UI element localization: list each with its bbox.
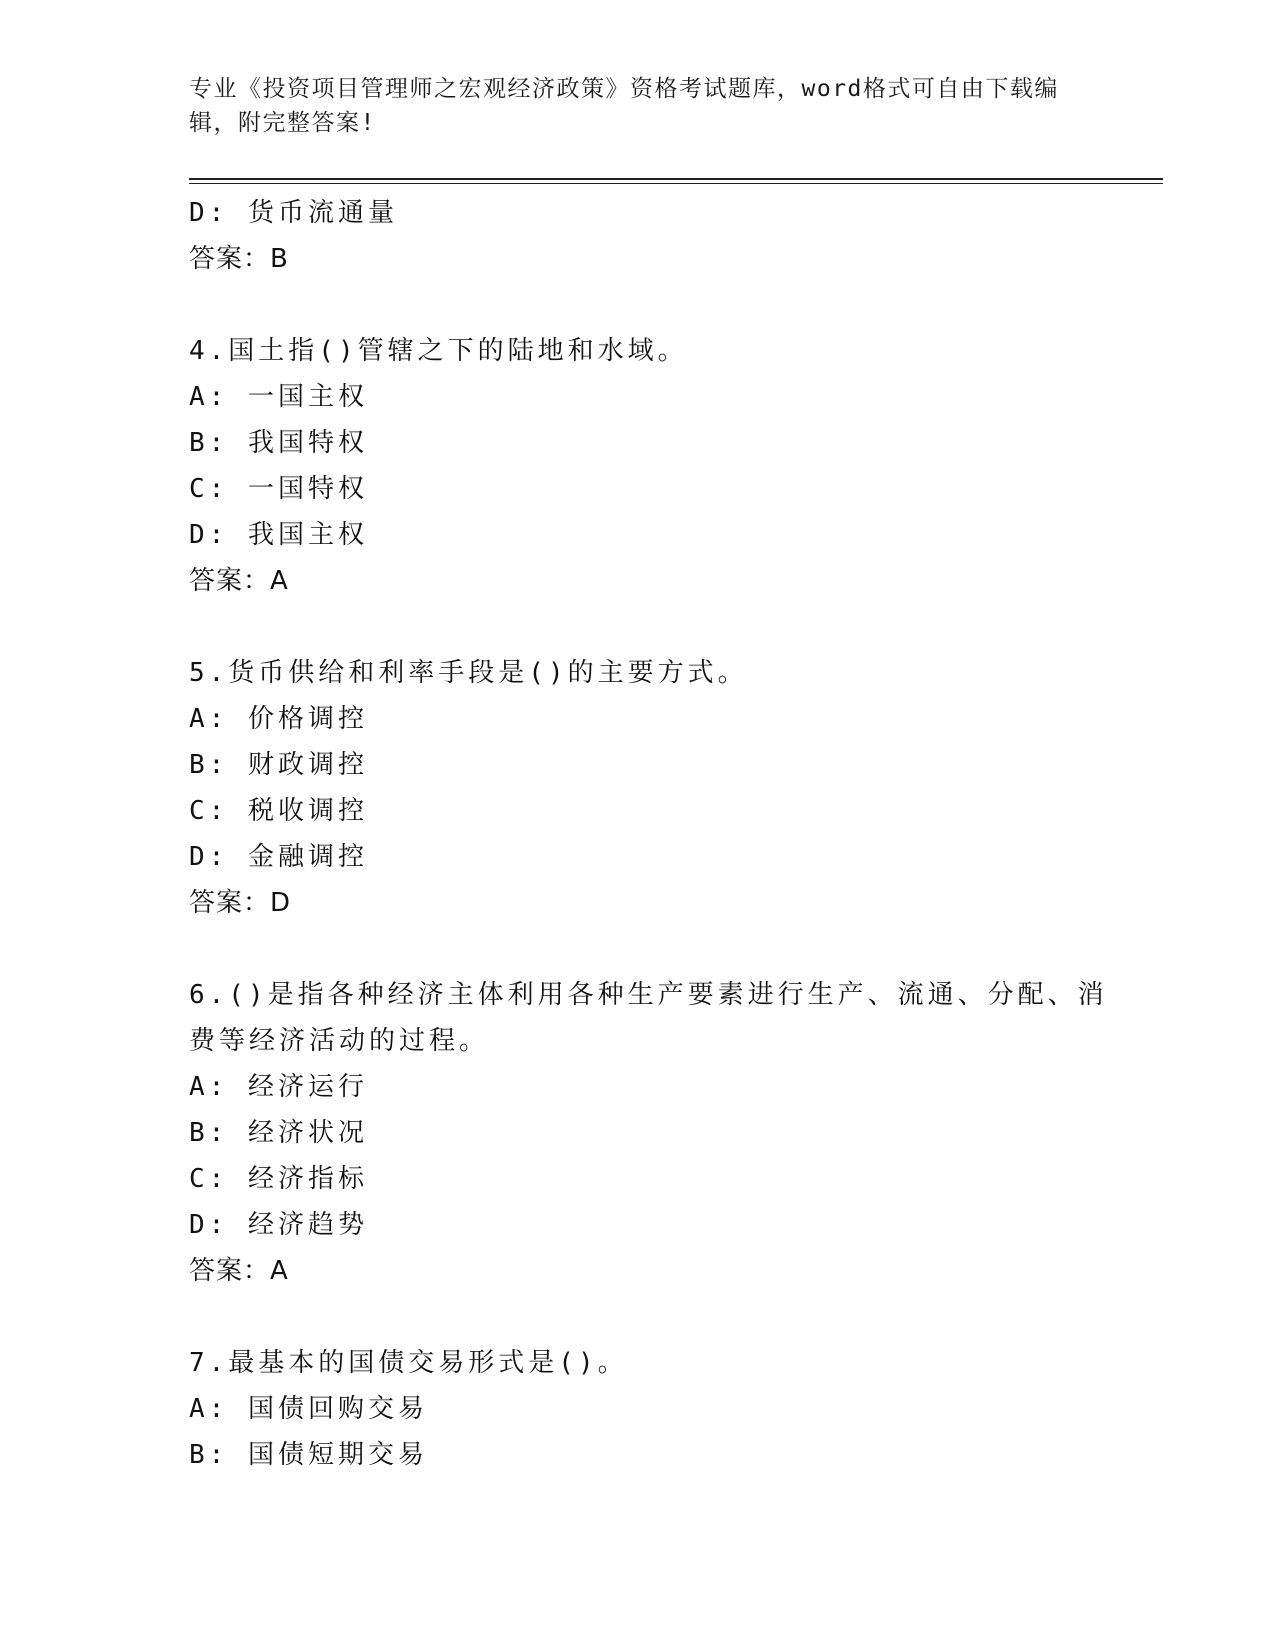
answer-line: 答案：B bbox=[189, 244, 289, 274]
question-text: 4.国土指()管辖之下的陆地和水域。 bbox=[189, 336, 688, 366]
question-7 bbox=[189, 1340, 1089, 1478]
option-d: D: 金融调控 bbox=[189, 842, 368, 872]
header-line-1: 专业《投资项目管理师之宏观经济政策》资格考试题库，word格式可自由下载编 bbox=[189, 76, 1059, 102]
question-6 bbox=[189, 972, 1108, 1294]
spacer bbox=[189, 604, 1089, 650]
header-rule-thick bbox=[189, 178, 1163, 180]
question-4 bbox=[189, 328, 1089, 604]
option-c: C: 经济指标 bbox=[189, 1164, 368, 1194]
option-a: A: 国债回购交易 bbox=[189, 1394, 428, 1424]
option-b: B: 国债短期交易 bbox=[189, 1440, 428, 1470]
answer-line: 答案：A bbox=[189, 1256, 289, 1286]
question-text-line-2: 费等经济活动的过程。 bbox=[189, 1026, 490, 1056]
question-3-carryover bbox=[189, 190, 1089, 282]
option-c: C: 税收调控 bbox=[189, 796, 368, 826]
option-a: A: 价格调控 bbox=[189, 704, 368, 734]
option-d: D: 经济趋势 bbox=[189, 1210, 368, 1240]
question-text: 7.最基本的国债交易形式是()。 bbox=[189, 1348, 628, 1378]
document-body bbox=[189, 190, 1108, 1478]
spacer bbox=[189, 1294, 1089, 1340]
answer-line: 答案：A bbox=[189, 566, 289, 596]
option-a: A: 一国主权 bbox=[189, 382, 368, 412]
option-b: B: 我国特权 bbox=[189, 428, 368, 458]
option-c: C: 一国特权 bbox=[189, 474, 368, 504]
header-rule-thin bbox=[189, 183, 1163, 184]
document-header bbox=[189, 72, 1089, 140]
question-text: 5.货币供给和利率手段是()的主要方式。 bbox=[189, 658, 748, 688]
answer-line: 答案：D bbox=[189, 888, 292, 918]
option-a: A: 经济运行 bbox=[189, 1072, 368, 1102]
header-line-2: 辑，附完整答案! bbox=[189, 110, 376, 136]
option-b: B: 财政调控 bbox=[189, 750, 368, 780]
option-d: D: 货币流通量 bbox=[189, 198, 398, 228]
question-text-line-1: 6.()是指各种经济主体利用各种生产要素进行生产、流通、分配、消 bbox=[189, 980, 1108, 1010]
question-5 bbox=[189, 650, 1089, 926]
option-b: B: 经济状况 bbox=[189, 1118, 368, 1148]
spacer bbox=[189, 282, 1089, 328]
option-d: D: 我国主权 bbox=[189, 520, 368, 550]
spacer bbox=[189, 926, 1089, 972]
